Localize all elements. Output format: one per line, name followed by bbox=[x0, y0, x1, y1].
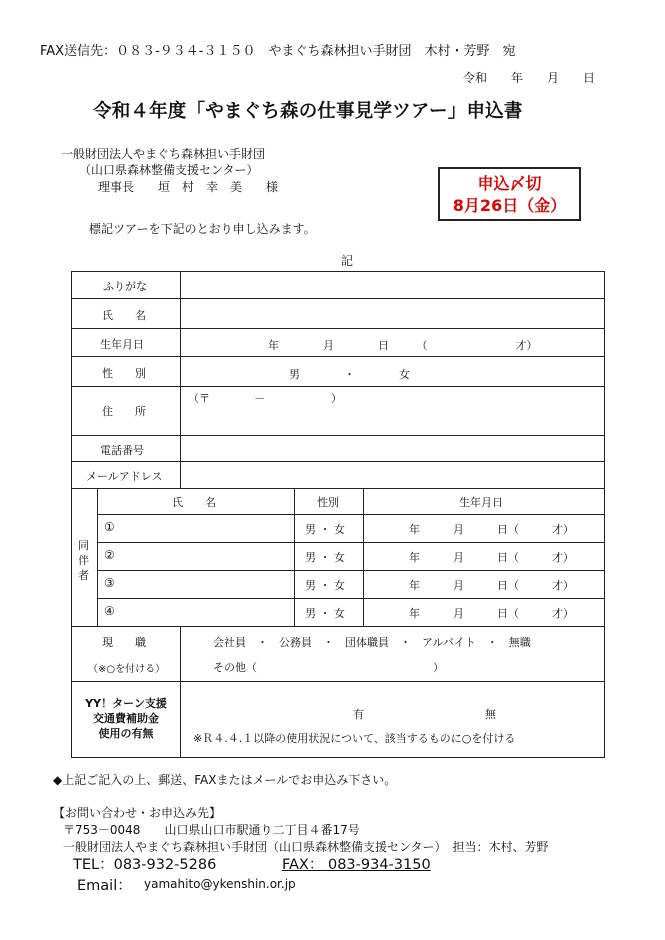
subsidy-note: ※Ｒ４.４.１以降の使用状況について、該当するものに○を付ける bbox=[193, 732, 516, 745]
companions-side-label bbox=[78, 538, 90, 583]
subsidy-label-line-3: 使用の有無 bbox=[98, 727, 154, 740]
label-gender: 性 別 bbox=[102, 367, 146, 380]
occupation-options[interactable]: 会社員 ・ 公務員 ・ 団体職員 ・ アルバイト ・ 無職 bbox=[213, 636, 531, 649]
companion-1-gender[interactable]: 男 ・ 女 bbox=[305, 523, 345, 536]
contact-heading: 【お問い合わせ・お申込み先】 bbox=[53, 806, 222, 820]
email-field[interactable] bbox=[182, 463, 604, 487]
contact-email-link[interactable]: yamahito@ykenshin.or.jp bbox=[144, 877, 296, 891]
subsidy-options[interactable]: 有 無 bbox=[353, 708, 496, 721]
instruction-text: ◆上記ご記入の上、郵送、FAXまたはメールでお申込み下さい。 bbox=[53, 773, 397, 787]
gender-value[interactable]: 男 ・ 女 bbox=[289, 368, 410, 381]
deadline-date: 8月26日（金） bbox=[452, 196, 567, 215]
label-address: 住 所 bbox=[102, 405, 146, 418]
contact-email-label: Email： bbox=[77, 878, 132, 894]
intro-text: 標記ツアーを下記のとおり申し込みます。 bbox=[89, 222, 316, 236]
companion-4-gender[interactable]: 男 ・ 女 bbox=[305, 607, 345, 620]
ki-marker: 記 bbox=[341, 254, 354, 268]
companion-3-num: ③ bbox=[104, 576, 115, 590]
phone-field[interactable] bbox=[182, 437, 604, 460]
companion-col-name: 氏 名 bbox=[172, 496, 216, 509]
occupation-other[interactable]: その他（ ） bbox=[213, 661, 444, 674]
contact-postal: 〒753－0048 山口県山口市駅通り二丁目４番17号 bbox=[63, 823, 360, 837]
companion-1-birth[interactable]: 年 月 日（ 才） bbox=[409, 523, 574, 536]
companion-2-num: ② bbox=[104, 548, 115, 562]
companion-3-gender[interactable]: 男 ・ 女 bbox=[305, 579, 345, 592]
date-line: 令和 年 月 日 bbox=[463, 71, 596, 85]
form-title: 令和４年度「やまぐち森の仕事見学ツアー」申込書 bbox=[93, 101, 523, 122]
companion-col-birth: 生年月日 bbox=[459, 496, 503, 509]
side-char-1: 同 bbox=[78, 539, 89, 552]
side-char-2: 伴 bbox=[78, 554, 89, 567]
companion-3-birth[interactable]: 年 月 日（ 才） bbox=[409, 579, 574, 592]
companion-2-gender[interactable]: 男 ・ 女 bbox=[305, 551, 345, 564]
addressee-sub-org: （山口県森林整備支援センター） bbox=[79, 163, 259, 177]
birthdate-value[interactable]: 年 月 日 （ 才） bbox=[268, 339, 538, 352]
contact-fax: FAX： 083-934-3150 bbox=[282, 857, 431, 873]
subsidy-label bbox=[72, 696, 180, 741]
label-occupation: 現 職 bbox=[102, 636, 146, 649]
side-char-3: 者 bbox=[78, 569, 89, 582]
deadline-label: 申込〆切 bbox=[477, 174, 542, 193]
occupation-note: （※○を付ける） bbox=[88, 664, 166, 675]
companion-4-birth[interactable]: 年 月 日（ 才） bbox=[409, 607, 574, 620]
label-furigana: ふりがな bbox=[103, 280, 147, 293]
label-birthdate: 生年月日 bbox=[100, 338, 144, 351]
contact-tel: TEL：083-932-5286 bbox=[73, 857, 217, 873]
fax-destination: FAX送信先：０８３-９３４-３１５０ やまぐち森林担い手財団 木村・芳野 宛 bbox=[40, 44, 516, 59]
subsidy-label-line-1: YY！ターン支援 bbox=[85, 697, 167, 710]
label-phone: 電話番号 bbox=[100, 444, 144, 457]
companion-1-num: ① bbox=[104, 520, 115, 534]
companion-col-gender: 性別 bbox=[317, 496, 339, 509]
contact-org: 一般財団法人やまぐち森林担い手財団（山口県森林整備支援センター） 担当：木村、芳野 bbox=[63, 840, 549, 854]
addressee-org: 一般財団法人やまぐち森林担い手財団 bbox=[61, 147, 266, 161]
addressee-person: 理事長 垣 村 幸 美 様 bbox=[98, 180, 279, 194]
address-value[interactable]: （〒 － ） bbox=[188, 392, 342, 405]
furigana-field[interactable] bbox=[182, 300, 604, 327]
label-name: 氏 名 bbox=[102, 309, 146, 322]
label-email: メールアドレス bbox=[86, 470, 163, 483]
companion-4-num: ④ bbox=[104, 604, 115, 618]
subsidy-label-line-2: 交通費補助金 bbox=[93, 712, 159, 725]
companion-2-birth[interactable]: 年 月 日（ 才） bbox=[409, 551, 574, 564]
